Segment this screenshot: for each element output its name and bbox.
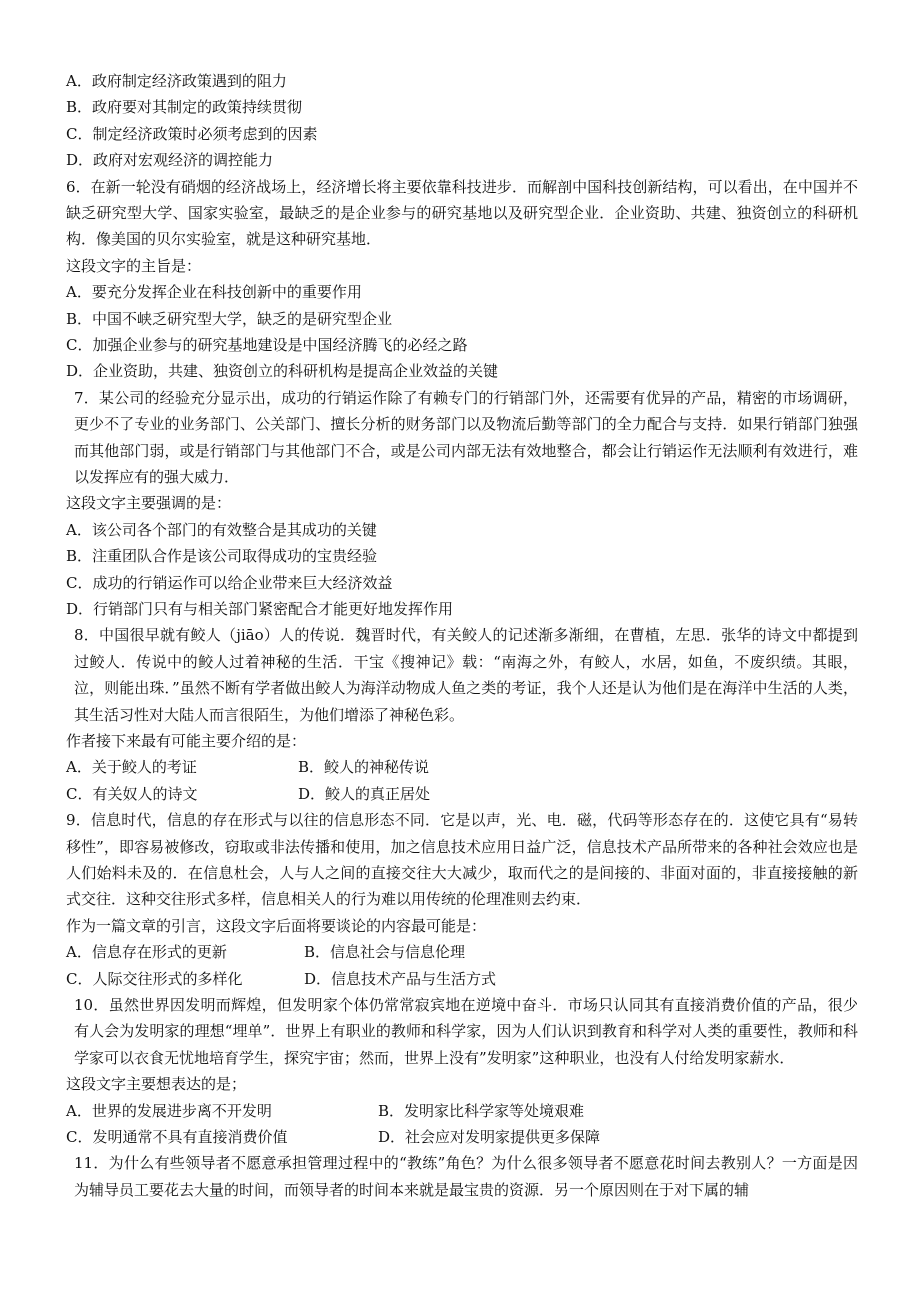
q9-options-row-2 [66, 966, 858, 992]
q9-question: 作为一篇文章的引言，这段文字后面将要谈论的内容最可能是： [66, 916, 487, 935]
question-9 [66, 807, 858, 992]
q10-option-d: D．社会应对发明家提供更多保障 [378, 1127, 601, 1146]
q6-option-b: B．中国不峡乏研究型大学，缺乏的是研究型企业 [66, 309, 393, 328]
q10-option-a: A．世界的发展进步离不开发明 [66, 1101, 272, 1120]
q9-option-b: B．信息社会与信息伦理 [304, 943, 466, 962]
question-7 [66, 385, 858, 623]
q9-options-row-1 [66, 939, 858, 965]
q7-passage: 7．某公司的经验充分显示出，成功的行销运作除了有赖专门的行销部门外，还需要有优异的产品，精密的市场调研，更少不了专业的业务部门、公关部门、擅长分析的财务部门以及物流后勤等部门的全力配合与支持．如果行销部门独强而其他部门弱，或是行销部门与其他部门不合，或是公司内部无法有效地整合，都会让行销运作无法顺利有效进行，难以发挥应有的强大威力． [74, 388, 858, 486]
q11-passage: 11．为什么有些领导者不愿意承担管理过程中的“教练”角色？为什么很多领导者不愿意花时间去教别人？一方面是因为辅导员工要花去大量的时间，而领导者的时间本来就是最宝贵的资源．另一个原因则在于对下属的辅 [74, 1154, 858, 1199]
q8-question: 作者接下来最有可能主要介绍的是： [66, 731, 307, 750]
q10-question: 这段文字主要想表达的是； [66, 1075, 247, 1094]
q8-option-a: A．关于鲛人的考证 [66, 758, 197, 777]
q7-question: 这段文字主要强调的是： [66, 494, 232, 513]
q8-options-row-2 [66, 781, 858, 807]
q7-option-b: B．注重团队合作是该公司取得成功的宝贵经验 [66, 547, 378, 566]
q8-options-row-1 [66, 754, 858, 780]
q7-option-c: C．成功的行销运作可以给企业带来巨大经济效益 [66, 573, 393, 592]
q9-passage: 9．信息时代，信息的存在形式与以往的信息形态不同．它是以声，光、电．磁，代码等形态存在的．这使它具有“易转移性”，即容易被修改，窃取或非法传播和使用，加之信息技术应用日益广泛，信息技术产品所带来的各种社会效应也是人们始料未及的．在信息杜会，人与人之间的直接交往大大减少，取而代之的是间接的、非面对面的，非直接接触的新式交往．这种交往形式多样，信息相关人的行为难以用传统的伦理准则去约束． [66, 811, 858, 909]
q10-options-row-2 [66, 1124, 858, 1150]
q10-passage: 10．虽然世界因发明而辉煌，但发明家个体仍常常寂宾地在逆境中奋斗．市场只认同其有直接消费价值的产品，很少有人会为发明家的理想“埋单”．世界上有职业的教师和科学家，因为人们认识到教育和科学对人类的重要性，教师和科学家可以衣食无忧地培育学生，探究宇宙；然而，世界上没有”发明家”这种职业，也没有人付给发明家薪水． [74, 995, 858, 1067]
q5-options [66, 68, 858, 174]
q6-passage: 6．在新一轮没有硝烟的经济战场上，经济增长将主要依靠科技进步．而解剖中国科技创新结构，可以看出，在中国并不缺乏研究型大学、国家实验室，最缺乏的是企业参与的研究基地以及研究型企业．企业资助、共建、独资创立的科研机构．像美国的贝尔实验室，就是这种研究基地． [66, 177, 858, 249]
q6-option-d: D．企业资助，共建、独资创立的科研机构是提高企业效益的关键 [66, 362, 499, 381]
question-11 [66, 1150, 858, 1203]
q5-option-d: D．政府对宏观经济的调控能力 [66, 151, 274, 170]
q5-option-b: B．政府要对其制定的政策持续贯彻 [66, 98, 303, 117]
q6-question: 这段文字的主旨是： [66, 256, 202, 275]
q8-option-b: B．鲛人的神秘传说 [298, 758, 430, 777]
q5-option-a: A．政府制定经济政策遇到的阻力 [66, 72, 287, 90]
q9-option-a: A．信息存在形式的更新 [66, 943, 227, 962]
q10-option-c: C．发明通常不具有直接消费价值 [66, 1127, 288, 1146]
q9-option-c: C．人际交往形式的多样化 [66, 969, 243, 988]
q10-options-row-1 [66, 1098, 858, 1124]
q8-option-d: D．鲛人的真正居处 [298, 784, 431, 803]
q8-option-c: C．有关奴人的诗文 [66, 784, 198, 803]
q5-option-c: C．制定经济政策时必须考虑到的因素 [66, 124, 318, 143]
q6-option-c: C．加强企业参与的研究基地建设是中国经济腾飞的必经之路 [66, 335, 468, 354]
q9-option-d: D．信息技术产品与生活方式 [304, 969, 497, 988]
question-6 [66, 174, 858, 385]
q8-passage: 8．中国很早就有鲛人（jiāo）人的传说．魏晋时代，有关鲛人的记述渐多渐细，在曹植，左思．张华的诗文中都提到过鲛人．传说中的鲛人过着神秘的生活．干宝《搜神记》载：“南海之外，有鲛人，水居，如鱼，不废织绩。其眼，泣，则能出珠．”虽然不断有学者做出鲛人为海洋动物成人鱼之类的考证，我个人还是认为他们是在海洋中生活的人类，其生活习性对大陆人而言很陌生，为他们增添了神秘色彩。 [74, 626, 858, 724]
q10-option-b: B．发明家比科学家等处境艰难 [378, 1101, 585, 1120]
q7-option-a: A．该公司各个部门的有效整合是其成功的关键 [66, 520, 377, 539]
question-8 [66, 622, 858, 807]
question-10 [66, 992, 858, 1150]
q7-option-d: D．行销部门只有与相关部门紧密配合才能更好地发挥作用 [66, 599, 454, 618]
q6-option-a: A．要充分发挥企业在科技创新中的重要作用 [66, 283, 362, 302]
